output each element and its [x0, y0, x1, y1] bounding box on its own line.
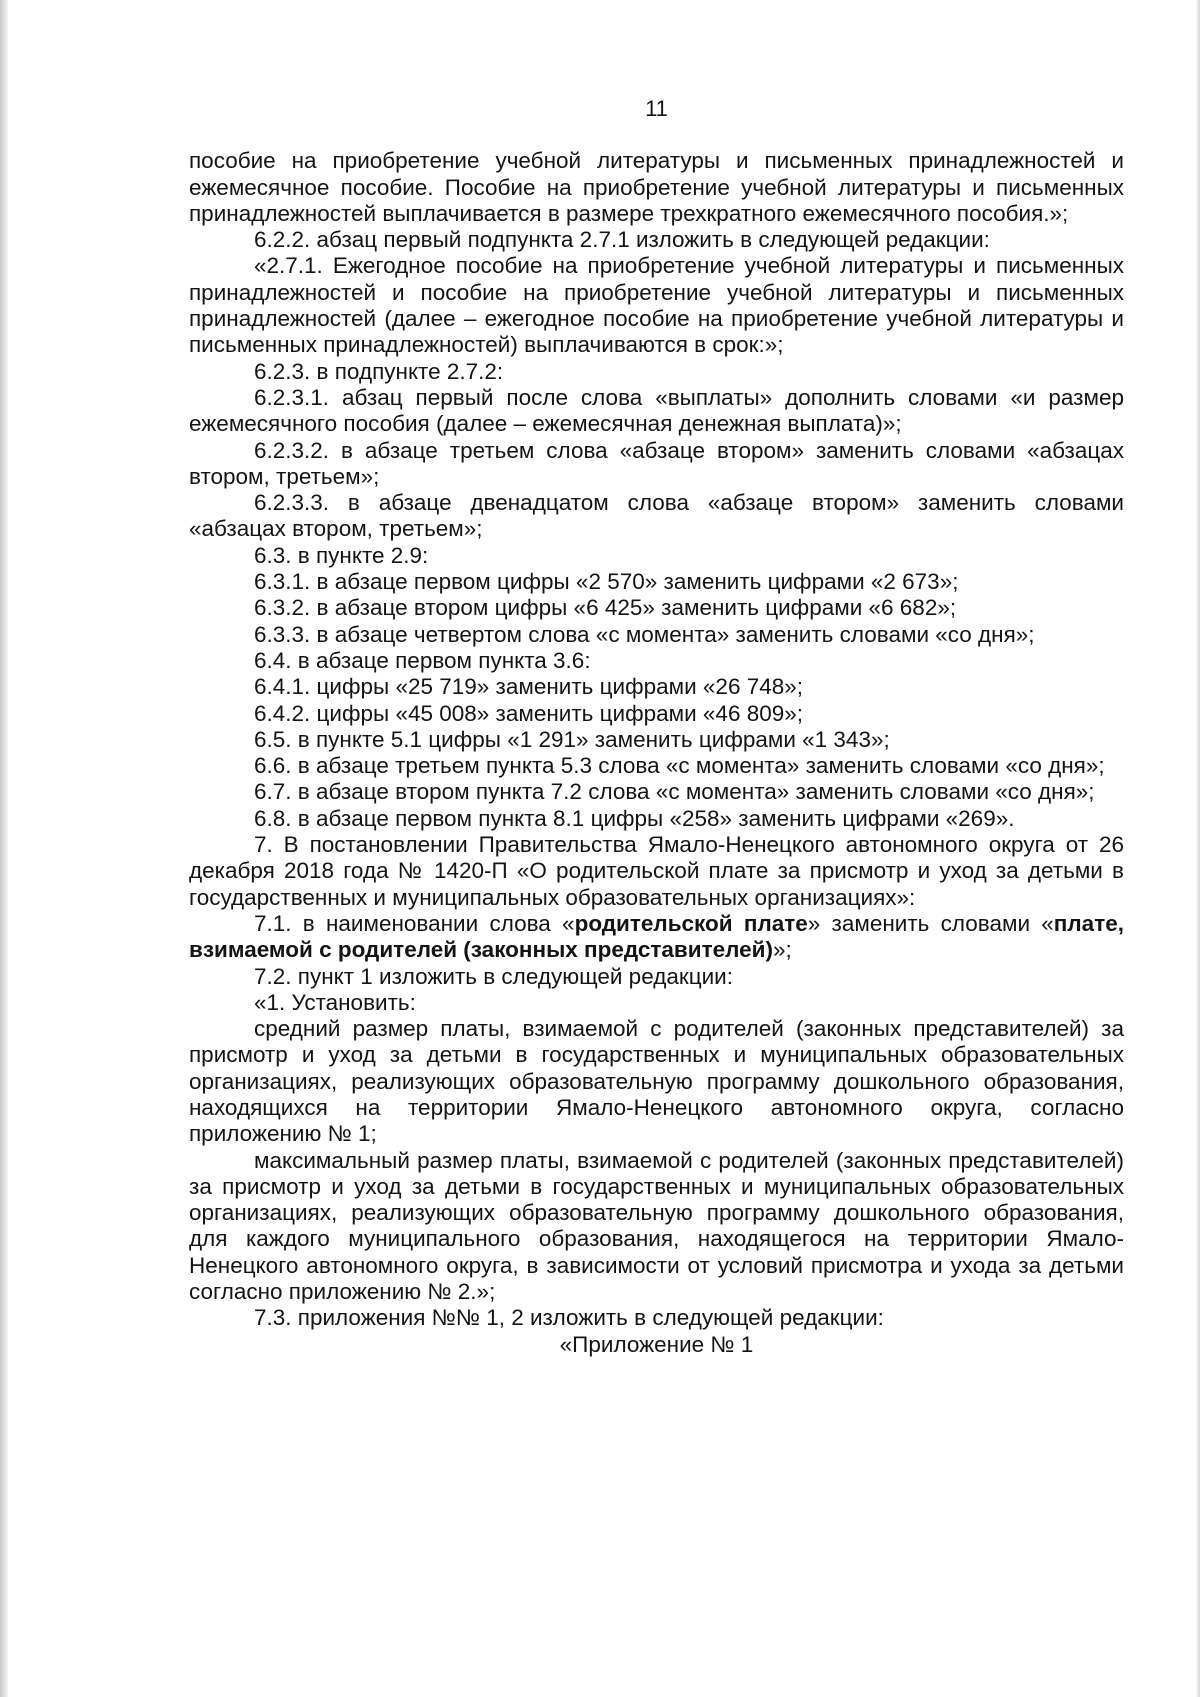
paragraph-7-3: 7.3. приложения №№ 1, 2 изложить в следующей редакции: [254, 1305, 884, 1331]
paragraph-7-1 [189, 911, 1124, 964]
paragraph-7: 7. В постановлении Правительства Ямало-Ненецкого автономного округа от 26 декабря 2018 года № 1420-П «О родительской плате за присмотр и уход за детьми в государственных и муниципальных образовательных организациях»: [189, 832, 1124, 910]
paragraph-6-4-1: 6.4.1. цифры «25 719» заменить цифрами «26 748»; [254, 674, 804, 700]
paragraph-6-5: 6.5. в пункте 5.1 цифры «1 291» заменить цифрами «1 343»; [254, 726, 890, 752]
paragraph-1: пособие на приобретение учебной литературы и письменных принадлежностей и ежемесячное пособие. Пособие на приобретение учебной литературы и письменных принадлежностей выплачивается в размере трехкратного ежемесячного пособия.»; [189, 148, 1124, 226]
bold-text-run: родительской плате [574, 910, 808, 936]
page-number: 11 [645, 96, 668, 121]
paragraph-6-3-3: 6.3.3. в абзаце четвертом слова «с момента» заменить словами «со дня»; [254, 621, 1035, 647]
paragraph-6-8: 6.8. в абзаце первом пункта 8.1 цифры «258» заменить цифрами «269». [254, 805, 1015, 831]
paragraph-6-2-3-1: 6.2.3.1. абзац первый после слова «выплаты» дополнить словами «и размер ежемесячного пособия (далее – ежемесячная денежная выплата)»; [189, 384, 1124, 437]
paragraph-6-4-2: 6.4.2. цифры «45 008» заменить цифрами «46 809»; [254, 700, 804, 726]
paragraph-average-fee: средний размер платы, взимаемой с родителей (законных представителей) за присмотр и уход за детьми в государственных и муниципальных образовательных организациях, реализующих образовательную программу дошкольного образования, находящихся на территории Ямало-Ненецкого автономного округа, согласно приложению № 1; [189, 1016, 1124, 1147]
paragraph-6-4: 6.4. в абзаце первом пункта 3.6: [254, 647, 591, 673]
paragraph-2-7-1: «2.7.1. Ежегодное пособие на приобретение учебной литературы и письменных принадлежностей и пособие на приобретение учебной литературы и письменных принадлежностей (далее – ежегодное пособие на приобретение учебной литературы и письменных принадлежностей) выплачиваются в срок:»; [189, 253, 1124, 358]
paragraph-6-3: 6.3. в пункте 2.9: [254, 542, 429, 568]
paragraph-maximum-fee: максимальный размер платы, взимаемой с родителей (законных представителей) за присмотр и уход за детьми в государственных и муниципальных образовательных организациях, реализующих образовательную программу дошкольного образования, для каждого муниципального образования, находящегося на территории Ямало-Ненецкого автономного округа, в зависимости от условий присмотра и ухода за детьми согласно приложению № 2.»; [189, 1147, 1124, 1305]
paragraph-6-6: 6.6. в абзаце третьем пункта 5.3 слова «с момента» заменить словами «со дня»; [254, 753, 1105, 779]
paragraph-establish: «1. Установить: [254, 989, 416, 1015]
text-run: » заменить словами « [807, 910, 1054, 936]
paragraph-6-2-3-3: 6.2.3.3. в абзаце двенадцатом слова «абзаце втором» заменить словами «абзацах втором, третьем»; [189, 490, 1124, 542]
paragraph-6-3-2: 6.3.2. в абзаце втором цифры «6 425» заменить цифрами «6 682»; [254, 595, 957, 621]
scan-edge-right [1196, 0, 1200, 1697]
text-run: »; [772, 937, 792, 963]
appendix-heading: «Приложение № 1 [559, 1331, 754, 1357]
document-page [189, 96, 1124, 1358]
paragraph-6-2-3-2: 6.2.3.2. в абзаце третьем слова «абзаце втором» заменить словами «абзацах втором, третьем»; [189, 437, 1124, 489]
paragraph-6-2-3: 6.2.3. в подпункте 2.7.2: [254, 358, 504, 384]
scan-edge-left [0, 0, 8, 1697]
paragraph-7-2: 7.2. пункт 1 изложить в следующей редакции: [254, 963, 733, 989]
bold-text-run: плате, взимаемой с родителей (законных представителей) [189, 910, 1124, 963]
paragraph-6-2-2: 6.2.2. абзац первый подпункта 2.7.1 изложить в следующей редакции: [254, 227, 990, 253]
paragraph-6-7: 6.7. в абзаце втором пункта 7.2 слова «с момента» заменить словами «со дня»; [254, 779, 1095, 805]
paragraph-6-3-1: 6.3.1. в абзаце первом цифры «2 570» заменить цифрами «2 673»; [254, 569, 959, 595]
text-run: 7.1. в наименовании слова « [254, 910, 575, 936]
